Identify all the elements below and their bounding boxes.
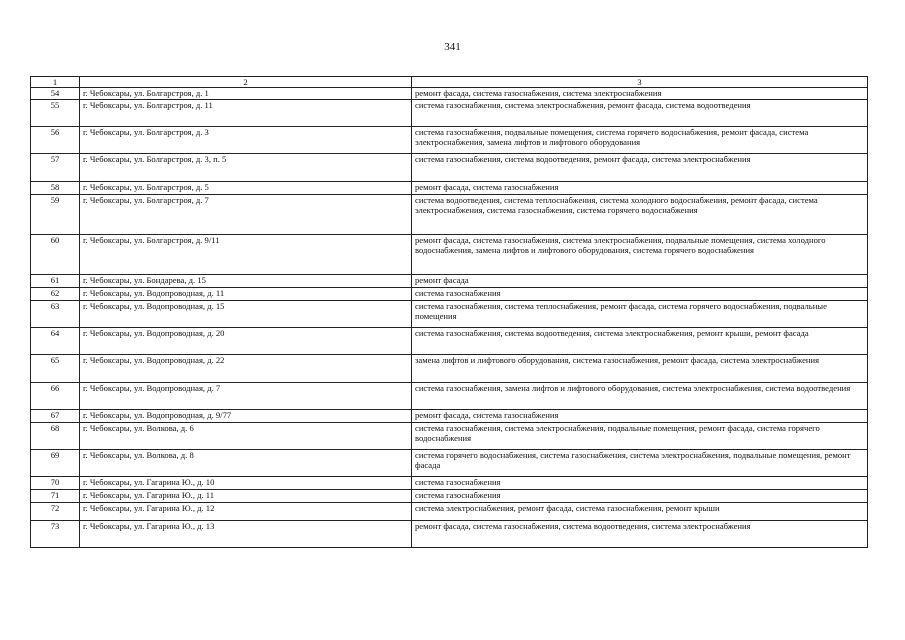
row-address-cell: г. Чебоксары, ул. Болгарстроя, д. 1 — [80, 88, 412, 100]
row-works-cell: система газоснабжения, система водоотведения, ремонт фасада, система электроснабжения — [412, 153, 868, 181]
row-works-cell: ремонт фасада, система газоснабжения, система водоотведения, система электроснабжения — [412, 520, 868, 547]
row-number-cell: 55 — [31, 99, 80, 126]
row-works-cell: система газоснабжения — [412, 287, 868, 300]
row-number-cell: 71 — [31, 489, 80, 502]
row-works-cell: ремонт фасада, система газоснабжения — [412, 409, 868, 422]
row-address-cell: г. Чебоксары, ул. Болгарстроя, д. 9/11 — [80, 234, 412, 274]
row-number-cell: 70 — [31, 476, 80, 489]
table-row — [31, 153, 868, 181]
table-row — [31, 422, 868, 449]
row-number-cell: 59 — [31, 194, 80, 234]
table-row — [31, 409, 868, 422]
row-number-cell: 56 — [31, 126, 80, 153]
row-works-cell: система газоснабжения, замена лифтов и лифтового оборудования, система электроснабжения, система водоотведения — [412, 382, 868, 409]
row-address-cell: г. Чебоксары, ул. Болгарстроя, д. 11 — [80, 99, 412, 126]
registry-table — [30, 76, 868, 548]
table-row — [31, 234, 868, 274]
table-row — [31, 300, 868, 327]
row-address-cell: г. Чебоксары, ул. Гагарина Ю., д. 10 — [80, 476, 412, 489]
row-address-cell: г. Чебоксары, ул. Водопроводная, д. 22 — [80, 354, 412, 382]
row-works-cell: замена лифтов и лифтового оборудования, система газоснабжения, ремонт фасада, система электроснабжения — [412, 354, 868, 382]
row-works-cell: система газоснабжения — [412, 476, 868, 489]
row-address-cell: г. Чебоксары, ул. Водопроводная, д. 7 — [80, 382, 412, 409]
row-number-cell: 64 — [31, 327, 80, 354]
table-header-row — [31, 77, 868, 88]
table-row — [31, 88, 868, 100]
table-row — [31, 382, 868, 409]
row-address-cell: г. Чебоксары, ул. Водопроводная, д. 15 — [80, 300, 412, 327]
row-works-cell: система газоснабжения, система теплоснабжения, ремонт фасада, система горячего водоснабжения, подвальные помещения — [412, 300, 868, 327]
table-row — [31, 99, 868, 126]
row-address-cell: г. Чебоксары, ул. Болгарстроя, д. 3, п. 5 — [80, 153, 412, 181]
row-address-cell: г. Чебоксары, ул. Водопроводная, д. 11 — [80, 287, 412, 300]
row-number-cell: 73 — [31, 520, 80, 547]
row-works-cell: система горячего водоснабжения, система газоснабжения, система электроснабжения, подвальные помещения, ремонт фасада — [412, 449, 868, 476]
row-address-cell: г. Чебоксары, ул. Волкова, д. 8 — [80, 449, 412, 476]
row-number-cell: 58 — [31, 181, 80, 194]
page-number: 341 — [444, 41, 461, 53]
row-works-cell: система газоснабжения — [412, 489, 868, 502]
row-number-cell: 65 — [31, 354, 80, 382]
header-cell-address: 2 — [80, 77, 412, 88]
row-number-cell: 66 — [31, 382, 80, 409]
row-address-cell: г. Чебоксары, ул. Водопроводная, д. 9/77 — [80, 409, 412, 422]
table-row — [31, 354, 868, 382]
row-works-cell: ремонт фасада, система газоснабжения, система электроснабжения, подвальные помещения, система холодного водоснабжения, замена лифтов и лифтового оборудования, система горячего водоснабжения — [412, 234, 868, 274]
table-row — [31, 327, 868, 354]
row-address-cell: г. Чебоксары, ул. Водопроводная, д. 20 — [80, 327, 412, 354]
row-number-cell: 60 — [31, 234, 80, 274]
row-number-cell: 69 — [31, 449, 80, 476]
row-works-cell: система электроснабжения, ремонт фасада, система газоснабжения, ремонт крыши — [412, 502, 868, 520]
table-row — [31, 274, 868, 287]
row-works-cell: система газоснабжения, система электроснабжения, подвальные помещения, ремонт фасада, система горячего водоснабжения — [412, 422, 868, 449]
table-row — [31, 287, 868, 300]
row-number-cell: 54 — [31, 88, 80, 100]
header-cell-number: 1 — [31, 77, 80, 88]
table-row — [31, 476, 868, 489]
row-address-cell: г. Чебоксары, ул. Гагарина Ю., д. 11 — [80, 489, 412, 502]
row-address-cell: г. Чебоксары, ул. Бондарева, д. 15 — [80, 274, 412, 287]
table-row — [31, 520, 868, 547]
table-row — [31, 449, 868, 476]
row-number-cell: 68 — [31, 422, 80, 449]
row-number-cell: 67 — [31, 409, 80, 422]
row-works-cell: ремонт фасада — [412, 274, 868, 287]
row-works-cell: система газоснабжения, система электроснабжения, ремонт фасада, система водоотведения — [412, 99, 868, 126]
table-body — [31, 77, 868, 548]
row-works-cell: система газоснабжения, система водоотведения, система электроснабжения, ремонт крыши, ремонт фасада — [412, 327, 868, 354]
table-row — [31, 489, 868, 502]
row-number-cell: 63 — [31, 300, 80, 327]
row-works-cell: ремонт фасада, система газоснабжения, система электроснабжения — [412, 88, 868, 100]
row-address-cell: г. Чебоксары, ул. Гагарина Ю., д. 12 — [80, 502, 412, 520]
header-cell-works: 3 — [412, 77, 868, 88]
row-works-cell: ремонт фасада, система газоснабжения — [412, 181, 868, 194]
row-address-cell: г. Чебоксары, ул. Болгарстроя, д. 3 — [80, 126, 412, 153]
row-number-cell: 72 — [31, 502, 80, 520]
table-row — [31, 194, 868, 234]
row-works-cell: система газоснабжения, подвальные помещения, система горячего водоснабжения, ремонт фасада, система электроснабжения, замена лифтов и лифтового оборудования — [412, 126, 868, 153]
row-address-cell: г. Чебоксары, ул. Болгарстроя, д. 5 — [80, 181, 412, 194]
row-address-cell: г. Чебоксары, ул. Волкова, д. 6 — [80, 422, 412, 449]
row-number-cell: 61 — [31, 274, 80, 287]
table-row — [31, 181, 868, 194]
table-row — [31, 502, 868, 520]
row-number-cell: 62 — [31, 287, 80, 300]
row-address-cell: г. Чебоксары, ул. Болгарстроя, д. 7 — [80, 194, 412, 234]
table-row — [31, 126, 868, 153]
row-works-cell: система водоотведения, система теплоснабжения, система холодного водоснабжения, ремонт фасада, система электроснабжения, система газоснабжения, система горячего водоснабжения — [412, 194, 868, 234]
row-address-cell: г. Чебоксары, ул. Гагарина Ю., д. 13 — [80, 520, 412, 547]
row-number-cell: 57 — [31, 153, 80, 181]
